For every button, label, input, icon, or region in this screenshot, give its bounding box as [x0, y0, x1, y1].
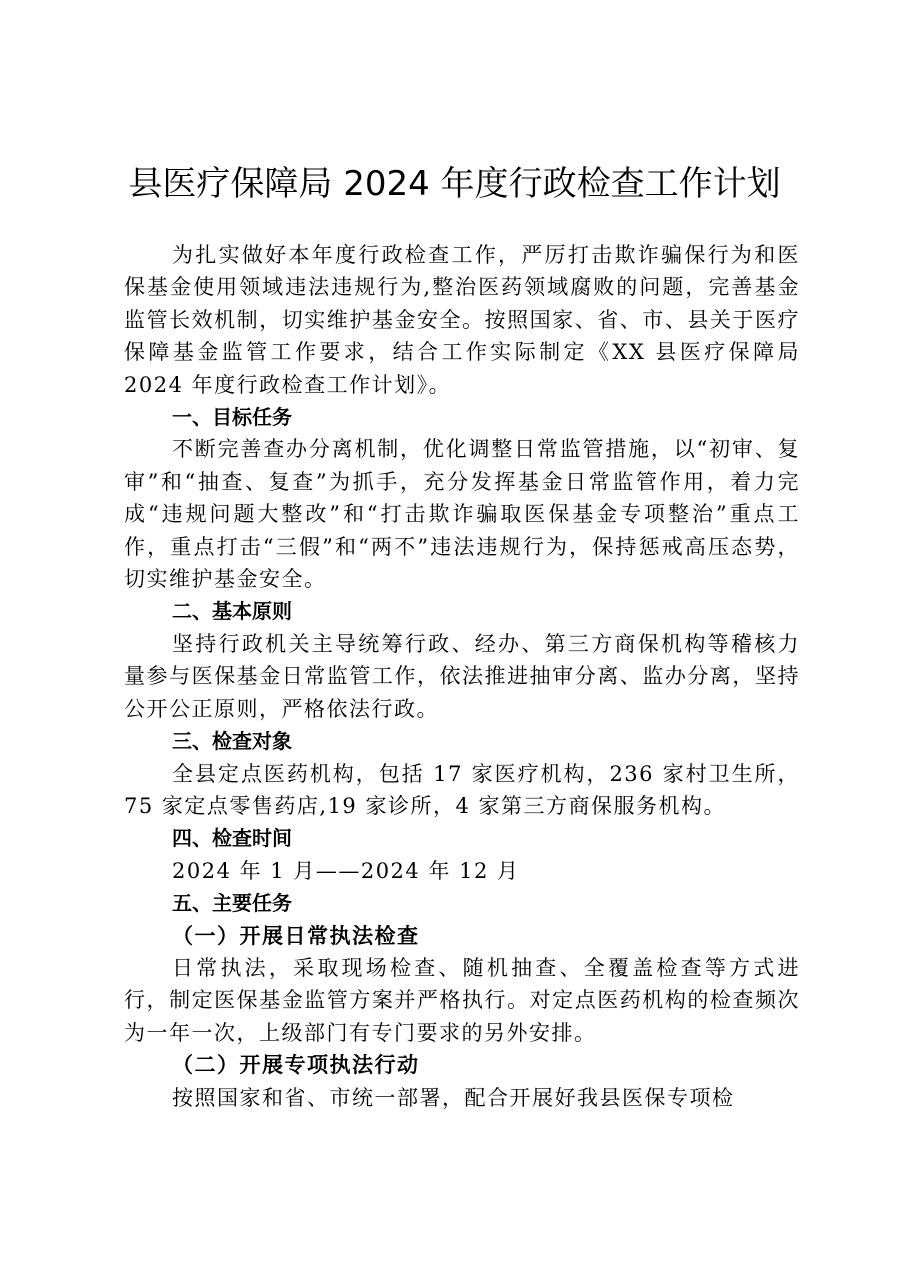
section-paragraph-goals: 不断完善查办分离机制，优化调整日常监管措施，以“初审、复审”和“抽查、复查”为抓手，充分发挥基金日常监管作用，着力完成“违规问题大整改”和“打击欺诈骗取医保基金专项整治”重点工作，重点打击“三假”和“两不”违法违规行为，保持惩戒高压态势，切实维护基金安全。 — [124, 437, 800, 592]
subsection-paragraph-daily-inspection: 日常执法，采取现场检查、随机抽查、全覆盖检查等方式进行，制定医保基金监管方案并严格执行。对定点医药机构的检查频次为一年一次，上级部门有专门要求的另外安排。 — [124, 955, 800, 1045]
section-heading-goals: 一、目标任务 — [172, 405, 292, 430]
section-paragraph-time: 2024 年 1 月——2024 年 12 月 — [172, 858, 520, 883]
section-heading-principles: 二、基本原则 — [172, 599, 292, 624]
section-heading-targets: 三、检查对象 — [172, 729, 292, 754]
subsection-heading-special-action: （二）开展专项执法行动 — [172, 1052, 420, 1078]
document-title: 县医疗保障局 2024 年度行政检查工作计划 — [128, 164, 781, 204]
subsection-paragraph-special-action: 按照国家和省、市统一部署，配合开展好我县医保专项检 — [172, 1085, 735, 1110]
subsection-heading-daily-inspection: （一）开展日常执法检查 — [172, 922, 420, 948]
section-heading-tasks: 五、主要任务 — [172, 891, 292, 916]
section-paragraph-principles: 坚持行政机关主导统筹行政、经办、第三方商保机构等稽核力量参与医保基金日常监管工作，依法推进抽审分离、监办分离，坚持公开公正原则，严格依法行政。 — [124, 631, 800, 721]
document-body — [124, 239, 800, 1114]
section-paragraph-targets: 全县定点医药机构，包括 17 家医疗机构，236 家村卫生所，75 家定点零售药店,19 家诊所，4 家第三方商保服务机构。 — [124, 761, 800, 818]
intro-paragraph: 为扎实做好本年度行政检查工作，严厉打击欺诈骗保行为和医保基金使用领域违法违规行为,整治医药领域腐败的问题，完善基金监管长效机制，切实维护基金安全。按照国家、省、市、县关于医疗保障基金监管工作要求，结合工作实际制定《XX 县医疗保障局 2024 年度行政检查工作计划》。 — [124, 243, 800, 397]
section-heading-time: 四、检查时间 — [172, 826, 292, 851]
